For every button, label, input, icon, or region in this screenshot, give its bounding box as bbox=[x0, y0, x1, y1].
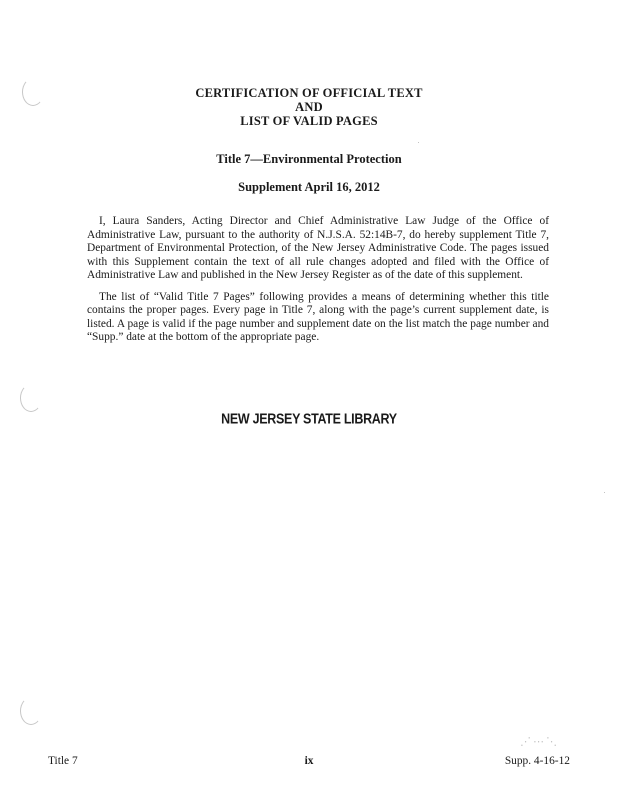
binder-hole-mark bbox=[20, 384, 42, 412]
binder-hole-mark bbox=[20, 697, 42, 725]
scan-smudge: ⋰⋯⋱ bbox=[520, 735, 559, 748]
footer-page-number: ix bbox=[304, 755, 314, 767]
supplement-date-heading: Supplement April 16, 2012 bbox=[238, 180, 380, 194]
certification-heading: CERTIFICATION OF OFFICIAL TEXT bbox=[195, 86, 423, 100]
scan-speck bbox=[604, 492, 605, 493]
footer-supplement-date: Supp. 4-16-12 bbox=[504, 755, 570, 767]
certification-body bbox=[87, 215, 549, 345]
certification-paragraph: I, Laura Sanders, Acting Director and Chief Administrative Law Judge of the Office of Administrative Law, pursuant to the authority of N.J.S.A. 52:14B-7, do hereby supplement Title 7, Department of Environmental Protection, of the New Jersey Administrative Code. The pages issued with this Supplement contain the text of all rule changes adopted and filed with the Office of Administrative Law and published in the New Jersey Register as of the date of this supplement. bbox=[87, 215, 549, 281]
footer-title: Title 7 bbox=[48, 755, 78, 767]
scan-speck bbox=[418, 142, 419, 143]
library-stamp: NEW JERSEY STATE LIBRARY bbox=[221, 410, 397, 428]
valid-pages-paragraph: The list of “Valid Title 7 Pages” following provides a means of determining whether this title contains the proper pages. Every page in Title 7, along with the page’s current supplement date, is listed. A page is valid if the page number and supplement date on the list match the page number and “Supp.” date at the bottom of the appropriate page. bbox=[87, 290, 549, 343]
certification-heading-and: AND bbox=[295, 100, 323, 114]
title-heading: Title 7—Environmental Protection bbox=[216, 152, 402, 166]
valid-pages-heading: LIST OF VALID PAGES bbox=[240, 114, 378, 128]
